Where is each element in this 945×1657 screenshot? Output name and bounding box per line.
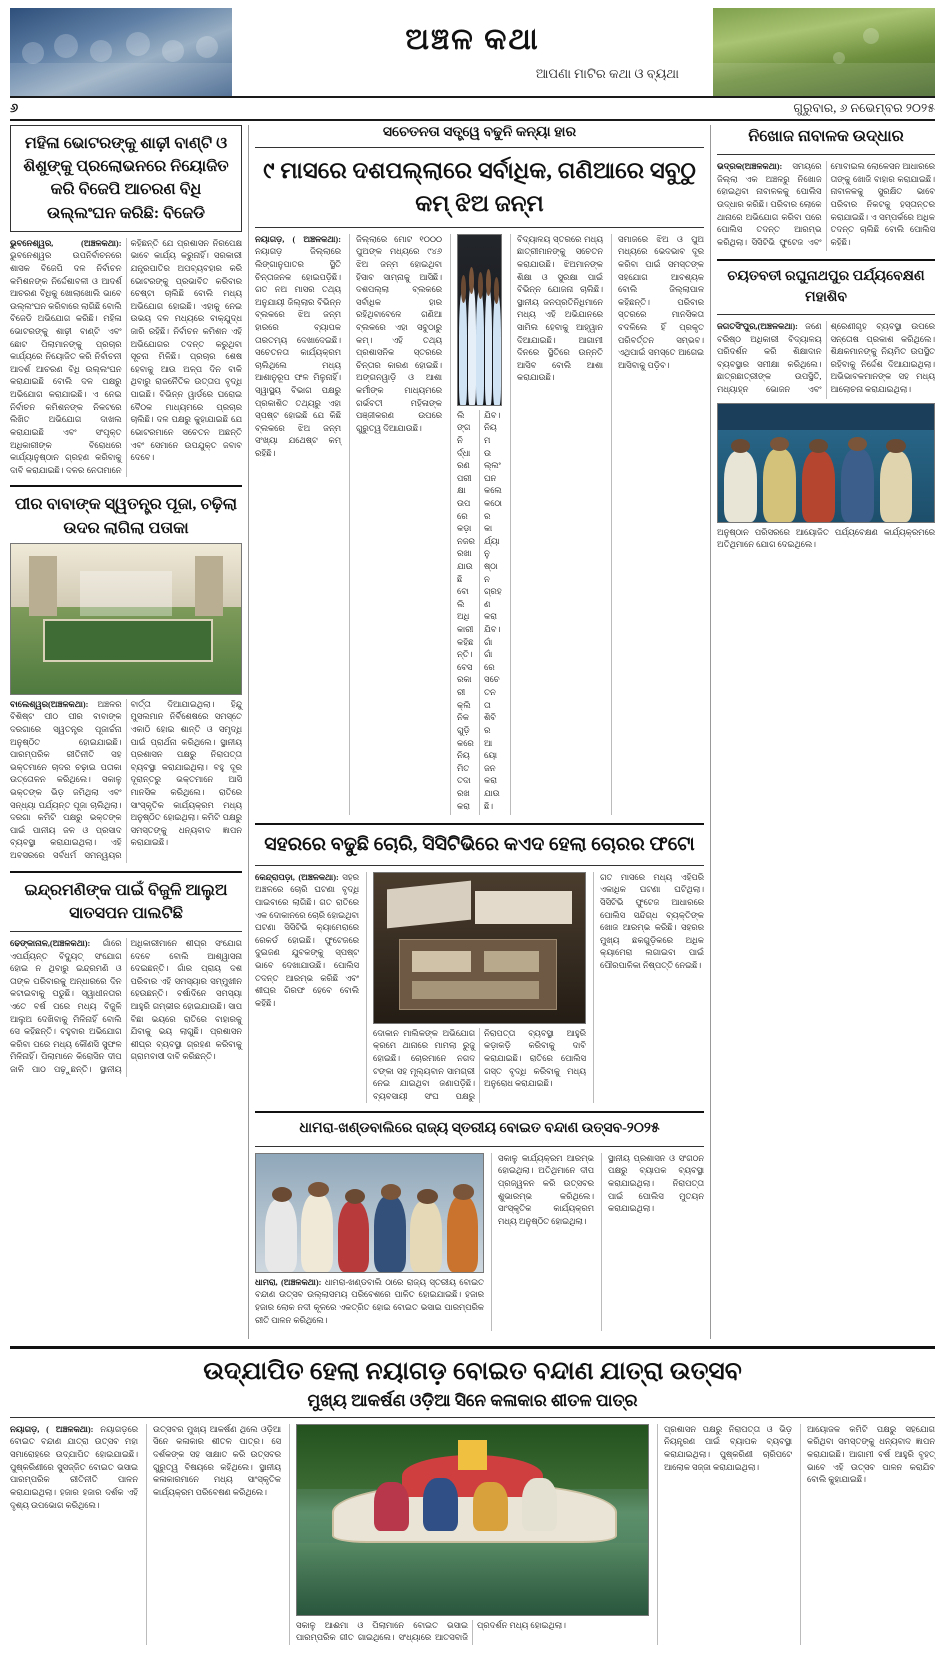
dhamra-col-2 [491, 1153, 594, 1331]
article-body: ଗତ ମାସରେ ମଧ୍ୟ ଏହିପରି ଏକାଧିକ ଘଟଣା ଘଟିଥିଲା। ସିସିଟିଭି ଫୁଟେଜ ଆଧାରରେ ପୋଲିସ ସନ୍ଦିଗ୍ଧ ବ୍ୟକ୍ତିଙ୍କ ଖୋଜ ଆରମ୍ଭ କରିଛି। ସହରର ମୁଖ୍ୟ ଛକଗୁଡ଼ିକରେ ଅଧିକ କ୍ୟାମେରା ଲଗାଇବା ପାଇଁ ପୌରପାଳିକା ନିଷ୍ପତ୍ତି ନେଇଛି। [600, 872, 704, 970]
cctv-footage-photo [373, 872, 586, 1024]
page-content [10, 125, 935, 1339]
article-body: ଉତ୍ସବର ମୁଖ୍ୟ ଆକର୍ଷଣ ଥିଲେ ଓଡ଼ିଆ ସିନେ କଳାକାର ଶୀତଳ ପାତ୍ର। ସେ ଦର୍ଶକଙ୍କ ସହ ସାକ୍ଷାତ କରି ଉତ୍ସବର ଗୁରୁତ୍ୱ ବିଷୟରେ କହିଥିଲେ। ସ୍ଥାନୀୟ କଳାକାରମାନେ ମଧ୍ୟ ସାଂସ୍କୃତିକ କାର୍ଯ୍ୟକ୍ରମ ପରିବେଷଣ କରିଥିଲେ। [153, 1424, 281, 1497]
lead-col-5 [611, 234, 704, 816]
article-body: ଗାଁରେ ଏପର୍ଯ୍ୟନ୍ତ ବିଦ୍ୟୁତ୍‌ ସଂଯୋଗ ହୋଇ ନ ଥିବାରୁ ଇନ୍ଦ୍ରମଣି ଓ ତାଙ୍କ ପରିବାରକୁ ଅନ୍ଧାରରେ ଦିନ କଟାଇବାକୁ ପଡୁଛି। ସ୍ୱାଧୀନତାର ଏତେ ବର୍ଷ ପରେ ମଧ୍ୟ ବିଜୁଳି ଆଲୁଅ ଦେଖିବାକୁ ମିଳିନାହିଁ ବୋଲି ସେ କହିଛନ୍ତି। ବହୁବାର ଅଭିଯୋଗ କରିବା ପରେ ମଧ୍ୟ କୌଣସି ସୁଫଳ ମିଳିନାହିଁ। ପିଲାମାନେ କିରୋସିନ ଦୀପ ଜାଳି ପାଠ ପଢ଼ୁଛନ୍ତି। ସ୍ଥାନୀୟ ଅଧିକାରୀମାନେ ଶୀଘ୍ର ସଂଯୋଗ ଦେବେ ବୋଲି ଆଶ୍ୱାସନା ଦେଇଛନ୍ତି। ଗାଁର ପ୍ରାୟ ଦଶ ପରିବାର ଏହି ସମସ୍ୟାର ସମ୍ମୁଖୀନ ହେଉଛନ୍ତି। ବର୍ଷାଦିନେ ସମସ୍ୟା ଆହୁରି ଗମ୍ଭୀର ହୋଇଯାଉଛି। ସାପ ବିଛା ଭୟରେ ରାତିରେ ବାହାରକୁ ଯିବାକୁ ଭୟ ଲାଗୁଛି। ପ୍ରଶାସନ ଶୀଘ୍ର ବ୍ୟବସ୍ଥା ଗ୍ରହଣ କରିବାକୁ ଗ୍ରାମବାସୀ ଦାବି କରିଛନ୍ତି। [10, 939, 242, 1075]
bottom-col-4 [657, 1424, 792, 1645]
lead-col-2 [349, 234, 442, 816]
lead-col-4 [510, 234, 603, 816]
article-body: ଆୟୋଜକ କମିଟି ପକ୍ଷରୁ ସହଯୋଗ କରିଥିବା ସମସ୍ତଙ୍କୁ ଧନ୍ୟବାଦ ଜ୍ଞାପନ କରାଯାଇଛି। ଆଗାମୀ ବର୍ଷ ଆହୁରି ବୃହତ୍‌ ଭାବେ ଏହି ଉତ୍ସବ ପାଳନ କରାଯିବ ବୋଲି କୁହାଯାଇଛି। [807, 1424, 935, 1485]
dateline: ନୟାଗଡ଼, ( ଅଞ୍ଚଳକଥା): [10, 1424, 94, 1434]
stage-function-photo [717, 403, 935, 523]
cctv-col-1 [255, 872, 359, 1104]
page-number: ୬ [10, 100, 19, 115]
article-headline: ୯ ମାସରେ ଦଶପଲ୍ଲାରେ ସର୍ବାଧିକ, ଗଣିଆରେ ସବୁଠୁ କମ୍‌ ଝିଅ ଜନ୍ମ [263, 158, 696, 217]
dateline: ଭୁବନେଶ୍ୱର, (ଅଞ୍ଚଳକଥା): [10, 238, 122, 248]
cctv-col-3 [593, 872, 704, 1104]
photo-caption-text: ଅନୁଷ୍ଠାନ ପରିସରରେ ଆୟୋଜିତ ପର୍ଯ୍ୟବେକ୍ଷଣ କାର୍ଯ୍ୟକ୍ରମରେ ଅତିଥିମାନେ ଯୋଗ ଦେଇଥିଲେ। [717, 527, 935, 550]
article-lead-gender-ratio [255, 125, 704, 815]
cctv-photo-block [366, 872, 586, 1104]
article-body: ଦୋକାନ ମାଲିକଙ୍କ ଅଭିଯୋଗ କ୍ରମେ ଥାନାରେ ମାମଲା ରୁଜୁ ହୋଇଛି। ଚୋରମାନେ ନଗଦ ଟଙ୍କା ସହ ମୂଲ୍ୟବାନ ସାମଗ୍ରୀ ନେଇ ଯାଇଥିବା ଜଣାପଡ଼ିଛି। ବ୍ୟବସାୟୀ ସଂଘ ପକ୍ଷରୁ ନିରାପତ୍ତା ବ୍ୟବସ୍ଥା ଆହୁରି କଡ଼ାକଡ଼ି କରିବାକୁ ଦାବି କରାଯାଇଛି। ରାତିରେ ପୋଲିସ ଗସ୍ତ ବୃଦ୍ଧି କରିବାକୁ ମଧ୍ୟ ଅନୁରୋଧ କରାଯାଇଛି। [373, 1028, 586, 1101]
article-headline: ମହିଳା ଭୋଟରଙ୍କୁ ଶାଢ଼ୀ ବାଣ୍ଟି ଓ ଶିଶୁଙ୍କୁ ପ୍ରଲୋଭନରେ ନିୟୋଜିତ କରି ବିଜେପି ଆଚରଣ ବିଧି ଉଲ୍ଲଂଘନ କରିଛି: ବିଜେଡି [23, 135, 229, 222]
article-body: ଅଞ୍ଚଳର ବିଶିଷ୍ଟ ପୀଠ ପୀର ବାବାଙ୍କ ଦରଗାରେ ସ୍ୱତନ୍ତ୍ର ପୂଜାର୍ଚ୍ଚନା ଅନୁଷ୍ଠିତ ହୋଇଯାଇଛି। ପାରମ୍ପରିକ ରୀତିନୀତି ସହ ଭକ୍ତମାନେ ଚାଦର ଚଢ଼ାଇ ପତାକା ଉତ୍ତୋଳନ କରିଥିଲେ। ସକାଳୁ ଭକ୍ତଙ୍କ ଭିଡ଼ ଜମିଥିଲା ଏବଂ ସନ୍ଧ୍ୟା ପର୍ଯ୍ୟନ୍ତ ପୂଜା ଚାଲିଥିଲା। ଦରଗା କମିଟି ପକ୍ଷରୁ ଭକ୍ତଙ୍କ ପାଇଁ ପାନୀୟ ଜଳ ଓ ପ୍ରସାଦ ବ୍ୟବସ୍ଥା କରାଯାଇଥିଲା। ଏହି ଅବସରରେ ସର୍ବଧର୍ମ ସମନ୍ୱୟର ବାର୍ତ୍ତା ଦିଆଯାଇଥିଲା। ହିନ୍ଦୁ ମୁସଲମାନ ନିର୍ବିଶେଷରେ ସମସ୍ତେ ଏକାଠି ହୋଇ ଶାନ୍ତି ଓ ସମୃଦ୍ଧି ପାଇଁ ପ୍ରାର୍ଥନା କରିଥିଲେ। ସ୍ଥାନୀୟ ପ୍ରଶାସନ ପକ୍ଷରୁ ନିରାପତ୍ତା ବ୍ୟବସ୍ଥା କରାଯାଇଥିଲା। ବହୁ ଦୂର ଦୂରାନ୍ତରୁ ଭକ୍ତମାନେ ଆସି ମାନସିକ କରିଥିଲେ। ରାତିରେ ସାଂସ୍କୃତିକ କାର୍ଯ୍ୟକ୍ରମ ମଧ୍ୟ ଅନୁଷ୍ଠିତ ହୋଇଥିଲା। କମିଟି ପକ୍ଷରୁ ସମସ୍ତଙ୍କୁ ଧନ୍ୟବାଦ ଜ୍ଞାପନ କରାଯାଇଛି। [10, 699, 242, 861]
article-headline: ଇନ୍ଦ୍ରମଣିଙ୍କ ପାଇଁ ବିଜୁଳି ଆଲୁଅ ସାତସପନ ପାଲଟିଛି [24, 881, 228, 922]
article-body: ଜିଲ୍ଲାରେ ମୋଟ ୧୦୦୦ ପୁଅଙ୍କ ମଧ୍ୟରେ ୯୪୬ ଝିଅ ଜନ୍ମ ହୋଇଥିବା ହିସାବ ସାମ୍ନାକୁ ଆସିଛି। ଦଶପଲ୍ଲା ବ୍ଲକରେ ସର୍ବାଧିକ ହାର ରହିଥିବାବେଳେ ଗଣିଆ ବ୍ଲକରେ ଏହା ସବୁଠାରୁ କମ୍‌। ଏହି ତଥ୍ୟ ପ୍ରଶାସନିକ ସ୍ତରରେ ଚିନ୍ତାର କାରଣ ହୋଇଛି। ଅଙ୍ଗନୱାଡ଼ି ଓ ଆଶା କର୍ମୀଙ୍କ ମାଧ୍ୟମରେ ଗର୍ଭବତୀ ମହିଳାଙ୍କ ପଞ୍ଜୀକରଣ ଉପରେ ଗୁରୁତ୍ୱ ଦିଆଯାଉଛି। [356, 234, 442, 433]
article-missing-boy [717, 125, 935, 251]
article-headline: ସହରରେ ବଢୁଛି ଚୋରି, ସିସିଟିଭିରେ କଏଦ ହେଲା ଚୋରର ଫଟୋ [264, 834, 695, 856]
article-subheadline: ମୁଖ୍ୟ ଆକର୍ଷଣ ଓଡ଼ିଆ ସିନେ କଳାକାର ଶୀତଳ ପାତ୍ର [307, 1390, 638, 1410]
school-girls-photo [457, 234, 502, 406]
article-body: ସ୍ଥାନୀୟ ପ୍ରଶାସନ ଓ ସଂଗଠନ ପକ୍ଷରୁ ବ୍ୟାପକ ବ୍ୟବସ୍ଥା କରାଯାଇଥିଲା। ନିରାପତ୍ତା ପାଇଁ ପୋଲିସ ମୁତୟନ କରାଯାଇଥିଲା। [608, 1153, 704, 1214]
article-electricity [10, 879, 242, 1077]
article-cctv-theft [255, 831, 704, 1103]
publication-date: ଗୁରୁବାର, ୬ ନଭେମ୍ବର ୨୦୨୫ [793, 100, 935, 115]
article-headline: ପୀର ବାବାଙ୍କ ସ୍ୱତନ୍ତ୍ର ପୂଜା, ଚଢ଼ିଲା ଉଦର ଲାଗିଲା ପତାକା [14, 496, 238, 537]
article-body: ସକାଳୁ କାର୍ଯ୍ୟକ୍ରମ ଆରମ୍ଭ ହୋଇଥିଲା। ଅତିଥିମାନେ ଦୀପ ପ୍ରଜ୍ୱଳନ କରି ଉତ୍ସବର ଶୁଭାରମ୍ଭ କରିଥିଲେ। ସାଂସ୍କୃତିକ କାର୍ଯ୍ୟକ୍ରମ ମଧ୍ୟ ଅନୁଷ୍ଠିତ ହୋଇଥିଲା। [498, 1153, 594, 1226]
article-body: ସମାଜରେ ଝିଅ ଓ ପୁଅ ମଧ୍ୟରେ ଭେଦଭାବ ଦୂର କରିବା ପାଇଁ ସମସ୍ତଙ୍କ ସହଯୋଗ ଆବଶ୍ୟକ ବୋଲି ଜିଲ୍ଲାପାଳ କହିଛନ୍ତି। ପରିବାର ସ୍ତରରେ ମାନସିକତା ବଦଳିଲେ ହିଁ ପ୍ରକୃତ ପରିବର୍ତ୍ତନ ସମ୍ଭବ। ଏଥିପାଇଁ ସମସ୍ତେ ଆଗେଇ ଆସିବାକୁ ପଡ଼ିବ। [618, 234, 704, 370]
article-body: ଜଣେ ବରିଷ୍ଠ ଅଧିକାରୀ ବିଦ୍ୟାଳୟ ପରିଦର୍ଶନ କରି ଶିକ୍ଷାଦାନ ବ୍ୟବସ୍ଥାର ସମୀକ୍ଷା କରିଥିଲେ। ଛାତ୍ରଛାତ୍ରୀଙ୍କ ଉପସ୍ଥିତି, ମଧ୍ୟାହ୍ନ ଭୋଜନ ଏବଂ ଶ୍ରେଣୀଗୃହ ବ୍ୟବସ୍ଥା ଉପରେ ସନ୍ତୋଷ ପ୍ରକାଶ କରିଥିଲେ। ଶିକ୍ଷକମାନଙ୍କୁ ନିୟମିତ ଉପସ୍ଥିତ ରହିବାକୁ ନିର୍ଦ୍ଦେଶ ଦିଆଯାଇଥିଲା। ଅଭିଭାବକମାନଙ୍କ ସହ ମଧ୍ୟ ଆଲୋଚନା କରାଯାଇଥିଲା। [717, 322, 935, 395]
newspaper-title: ଅଞ୍ଚଳ କଥା [405, 22, 540, 56]
article-body: ନୟାଗଡ଼ ଜିଲ୍ଲାରେ ଲିଙ୍ଗାନୁପାତର ସ୍ଥିତି ଚିନ୍ତାଜନକ ହୋଇପଡ଼ିଛି। ଗତ ନଅ ମାସର ତଥ୍ୟ ଅନୁଯାୟୀ ଜିଲ୍ଲାର ବିଭିନ୍ନ ବ୍ଲକରେ ଝିଅ ଜନ୍ମ ହାରରେ ବ୍ୟାପକ ତାରତମ୍ୟ ଦେଖାଦେଇଛି। ସଚେତନତା କାର୍ଯ୍ୟକ୍ରମ ଚାଲିଥିଲେ ମଧ୍ୟ ଆଶାନୁରୂପ ଫଳ ମିଳୁନାହିଁ। ସ୍ୱାସ୍ଥ୍ୟ ବିଭାଗ ପକ୍ଷରୁ ପ୍ରକାଶିତ ତଥ୍ୟରୁ ଏହା ସ୍ପଷ୍ଟ ହୋଇଛି ଯେ କିଛି ବ୍ଲକରେ ଝିଅ ଜନ୍ମ ସଂଖ୍ୟା ଯଥେଷ୍ଟ କମ୍‌ ରହିଛି। [255, 247, 341, 459]
right-column [711, 125, 935, 1339]
masthead-left-photo [10, 8, 232, 96]
bottom-photo-block [289, 1424, 649, 1645]
boat-river-photo [296, 1424, 649, 1616]
article-bjd-complaint [10, 125, 242, 477]
article-body: ଧାମରା-ଖଣ୍ଡବାଲି ଠାରେ ରାଜ୍ୟ ସ୍ତରୀୟ ବୋଇତ ବନ୍ଦାଣ ଉତ୍ସବ ଉଲ୍ଲାସମୟ ପରିବେଶରେ ପାଳିତ ହୋଇଯାଇଛି। ହଜାର ହଜାର ଲୋକ ନଦୀ କୂଳରେ ଏକତ୍ରିତ ହୋଇ ବୋଇତ ଭସାଇ ପାରମ୍ପରିକ ରୀତି ପାଳନ କରିଥିଲେ। [255, 1277, 485, 1325]
article-body: ବିଦ୍ୟାଳୟ ସ୍ତରରେ ମଧ୍ୟ ଛାତ୍ରୀମାନଙ୍କୁ ସଚେତନ କରାଯାଉଛି। ଝିଅମାନଙ୍କ ଶିକ୍ଷା ଓ ସୁରକ୍ଷା ପାଇଁ ବିଭିନ୍ନ ଯୋଜନା ଚାଲିଛି। ସ୍ଥାନୀୟ ଜନପ୍ରତିନିଧିମାନେ ମଧ୍ୟ ଏହି ଅଭିଯାନରେ ସାମିଲ ହେବାକୁ ଆହ୍ୱାନ ଦିଆଯାଇଛି। ଆଗାମୀ ଦିନରେ ସ୍ଥିତିରେ ଉନ୍ନତି ଆସିବ ବୋଲି ଆଶା କରାଯାଉଛି। [517, 234, 603, 383]
article-body: ସମୟରେ ଜିଲ୍ଲା ଏକ ଅଞ୍ଚଳରୁ ନିଖୋଜ ହୋଇଥିବା ନାବାଳକକୁ ପୋଲିସ ଉଦ୍ଧାର କରିଛି। ପରିବାର ଲୋକେ ଥାନାରେ ଅଭିଯୋଗ କରିବା ପରେ ପୋଲିସ ତଦନ୍ତ ଆରମ୍ଭ କରିଥିଲା। ସିସିଟିଭି ଫୁଟେଜ ଏବଂ ମୋବାଇଲ ଲୋକେସନ ଆଧାରରେ ତାଙ୍କୁ ଖୋଜି ବାହାର କରାଯାଇଛି। ନାବାଳକକୁ ସୁରକ୍ଷିତ ଭାବେ ପରିବାର ନିକଟକୁ ହସ୍ତାନ୍ତର କରାଯାଇଛି। ଏ ସମ୍ପର୍କରେ ଅଧିକ ତଦନ୍ତ ଚାଲିଛି ବୋଲି ପୋଲିସ କହିଛି। [717, 162, 935, 247]
masthead [10, 8, 935, 98]
dateline: ଢେଙ୍କାନାଳ,(ଅଞ୍ଚଳକଥା): [10, 939, 91, 948]
article-body: ସହର ଅଞ୍ଚଳରେ ଚୋରି ଘଟଣା ବୃଦ୍ଧି ପାଇବାରେ ଲାଗିଛି। ଗତ ରାତିରେ ଏକ ଦୋକାନରେ ଚୋରି ହୋଇଥିବା ଘଟଣା ସିସିଟିଭି କ୍ୟାମେରାରେ ରେକର୍ଡ ହୋଇଛି। ଫୁଟେଜରେ ଦୁଇଜଣ ଯୁବକଙ୍କୁ ସ୍ପଷ୍ଟ ଭାବେ ଦେଖାଯାଉଛି। ପୋଲିସ ତଦନ୍ତ ଆରମ୍ଭ କରିଛି ଏବଂ ଶୀଘ୍ର ଗିରଫ ହେବେ ବୋଲି କହିଛି। [255, 872, 359, 1008]
newspaper-page [0, 8, 945, 1645]
article-headline: ଧାମରା-ଖଣ୍ଡବାଲିରେ ରାଜ୍ୟ ସ୍ତରୀୟ ବୋଇତ ବନ୍ଦାଣ ଉତ୍ସବ-୨୦୨୫ [299, 1121, 660, 1137]
bottom-col-5 [800, 1424, 935, 1645]
article-pir-baba-puja [10, 493, 242, 862]
dateline: ଭଦ୍ରକ(ଅଞ୍ଚଳକଥା): [717, 162, 783, 172]
dateline: କେନ୍ଦ୍ରାପଡ଼ା, (ଅଞ୍ଚଳକଥା): [255, 872, 339, 882]
dateline: ଧାମରା, (ଅଞ୍ଚଳକଥା): [255, 1277, 322, 1287]
article-body: ଲିଙ୍ଗ ନିର୍ଦ୍ଧାରଣ ପରୀକ୍ଷା ଉପରେ କଡ଼ା ନଜର ରଖାଯାଉଛି ବୋଲି ଅଧିକାରୀ କହିଛନ୍ତି। ବେସରକାରୀ କ୍ଲିନିକଗୁଡ଼ିକରେ ନିୟମିତ ତଦାରଖ କରାଯିବ। ନିୟମ ଉଲ୍ଲଂଘନ କଲେ କଠୋର କାର୍ଯ୍ୟାନୁଷ୍ଠାନ ଗ୍ରହଣ କରାଯିବ। ଗାଁ ଗାଁରେ ସଚେତନତା ଶିବିର ଆୟୋଜନ କରାଯାଉଛି। [457, 410, 502, 811]
dateline: ଜଗତସିଂପୁର,(ଅଞ୍ଚଳକଥା): [717, 322, 798, 332]
masthead-title-block [232, 8, 713, 96]
left-column [10, 125, 249, 1339]
masthead-right-photo [713, 8, 935, 96]
dateline: ନୟାଗଡ଼, ( ଅଞ୍ଚଳକଥା): [255, 234, 341, 244]
dateline: ବାଲେଶ୍ୱର(ଅଞ୍ଚଳକଥା): [10, 699, 89, 709]
article-headline: ଉଦ୍‌ଯାପିତ ହେଲା ନୟାଗଡ଼ ବୋଇତ ବନ୍ଦାଣ ଯାତ୍ରା ଉତ୍ସବ [203, 1358, 742, 1386]
article-headline: ନିଖୋଜ ନାବାଳକ ଉଦ୍ଧାର [748, 128, 904, 145]
dhamra-col-3 [601, 1153, 704, 1331]
bottom-article-boita-bandana [10, 1346, 935, 1645]
article-body: ଭୁବନେଶ୍ୱର ଉପନିର୍ବାଚନରେ ଶାସକ ବିଜେପି ଦଳ ନିର୍ବାଚନ କମିଶନଙ୍କ ନିର୍ଦ୍ଦେଶାବଳୀ ଓ ଆଦର୍ଶ ଆଚରଣ ବିଧିକୁ ଖୋଲାଖୋଲି ଭାବେ ଉଲ୍ଲଂଘନ କରିବାରେ ଲାଗିଛି ବୋଲି ବିଜେଡି ଅଭିଯୋଗ କରିଛି। ମହିଳା ଭୋଟରଙ୍କୁ ଶାଢ଼ୀ ବାଣ୍ଟି ଏବଂ ଛୋଟ ପିଲାମାନଙ୍କୁ ପ୍ରଚାର କାର୍ଯ୍ୟରେ ନିୟୋଜିତ କରି ନିର୍ବାଚନୀ ଆଦର୍ଶ ଆଚରଣ ବିଧି ଉଲ୍ଲଂଘନ କରାଯାଇଛି ବୋଲି ଦଳ ପକ୍ଷରୁ ଅଭିଯୋଗ କରାଯାଇଛି। ଏ ନେଇ ନିର୍ବାଚନ କମିଶନଙ୍କ ନିକଟରେ ଲିଖିତ ଅଭିଯୋଗ ଦାଖଲ କରାଯାଇଛି ଏବଂ ସଂପୃକ୍ତ ଅଧିକାରୀଙ୍କ ବିରୋଧରେ କାର୍ଯ୍ୟାନୁଷ୍ଠାନ ଗ୍ରହଣ କରିବାକୁ ଦାବି କରାଯାଇଛି। ଦଳର ନେତାମାନେ କହିଛନ୍ତି ଯେ ପ୍ରଶାସନ ନିରପେକ୍ଷ ଭାବେ କାର୍ଯ୍ୟ କରୁନାହିଁ। ସରକାରୀ ଯନ୍ତ୍ରପାତିର ଅପବ୍ୟବହାର କରି ଭୋଟରଙ୍କୁ ପ୍ରଭାବିତ କରିବାର ଚେଷ୍ଟା ଚାଲିଛି ବୋଲି ମଧ୍ୟ ଅଭିଯୋଗ ହୋଇଛି। ଏହାକୁ ନେଇ ଉଭୟ ଦଳ ମଧ୍ୟରେ ବାକ୍‌ଯୁଦ୍ଧ ଜାରି ରହିଛି। ନିର୍ବାଚନ କମିଶନ ଏହି ଅଭିଯୋଗର ତଦନ୍ତ କରୁଥିବା ସୂଚନା ମିଳିଛି। ପ୍ରଚାର ଶେଷ ହେବାକୁ ଆଉ ଅଳ୍ପ ଦିନ ବାକି ଥିବାରୁ ରାଜନୈତିକ ଉତ୍ତାପ ବୃଦ୍ଧି ପାଇଛି। ବିଭିନ୍ନ ୱାର୍ଡରେ ଘରୋଇ ବୈଠକ ମାଧ୍ୟମରେ ପ୍ରଚାର ଚାଲିଛି। ଦଳ ପକ୍ଷରୁ କୁହାଯାଇଛି ଯେ ଭୋଟରମାନେ ସଚେତନ ଅଛନ୍ତି ଏବଂ ସେମାନେ ଉପଯୁକ୍ତ ଜବାବ ଦେବେ। [10, 238, 242, 475]
article-dhamra-boita [255, 1119, 704, 1331]
article-school-inspection [717, 267, 935, 551]
newspaper-tagline: ଆପଣା ମାଟିର କଥା ଓ ବ୍ୟଥା [535, 65, 679, 81]
date-bar [10, 100, 935, 121]
article-kicker: ସଚେତନତା ସତ୍ତ୍ୱେ ବଢୁନି କନ୍ୟା ହାର [382, 125, 577, 140]
middle-column [249, 125, 711, 1339]
article-headline: ଚୟତବତୀ ରଘୁନାଥପୁର ପର୍ଯ୍ୟବେକ୍ଷଣ ମହାଶିବ [727, 269, 925, 305]
boita-ceremony-photo [255, 1153, 484, 1273]
article-body: ପ୍ରଶାସନ ପକ୍ଷରୁ ନିରାପତ୍ତା ଓ ଭିଡ଼ ନିୟନ୍ତ୍ରଣ ପାଇଁ ବ୍ୟାପକ ବ୍ୟବସ୍ଥା କରାଯାଇଥିଲା। ପୁଷ୍କରିଣୀ ଚାରିପଟେ ଆଲୋକ ସଜ୍ଜା କରାଯାଇଥିଲା। [664, 1424, 792, 1472]
lead-col-1 [255, 234, 341, 816]
shrine-photo [10, 543, 242, 695]
article-body: ନୟାଗଡ଼ରେ ବୋଇତ ବନ୍ଦାଣ ଯାତ୍ରା ଉତ୍ସବ ମହା ସମାରୋହରେ ଉଦ୍‌ଯାପିତ ହୋଇଯାଇଛି। ପୁଷ୍କରିଣୀରେ ସୁସଜ୍ଜିତ ବୋଇତ ଭସାଇ ପାରମ୍ପରିକ ରୀତିନୀତି ପାଳନ କରାଯାଇଥିଲା। ହଜାର ହଜାର ଦର୍ଶକ ଏହି ଦୃଶ୍ୟ ଉପଭୋଗ କରିଥିଲେ। [10, 1424, 138, 1510]
bottom-col-2 [146, 1424, 281, 1645]
article-body: ସକାଳୁ ଆଈମା ଓ ପିଲାମାନେ ବୋଇତ ଭସାଇ ପାରମ୍ପରିକ ଗୀତ ଗାଇଥିଲେ। ସଂଧ୍ୟାରେ ଆତସବାଜି ପ୍ରଦର୍ଶନ ମଧ୍ୟ ହୋଇଥିଲା। [296, 1620, 566, 1643]
lead-photo-and-text [450, 234, 502, 816]
dhamra-photo-block [255, 1153, 484, 1331]
bottom-col-1 [10, 1424, 138, 1645]
